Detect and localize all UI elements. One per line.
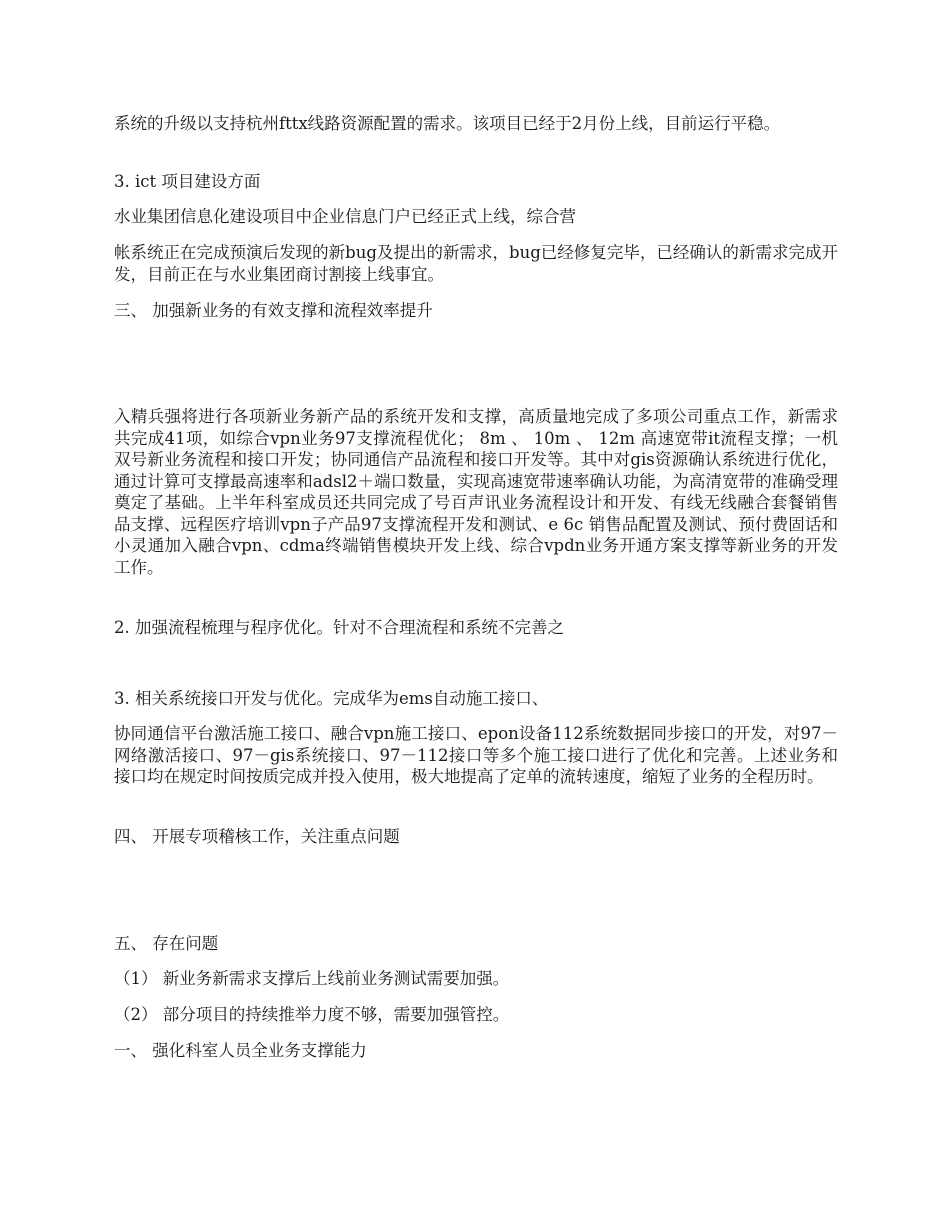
paragraph-water-group: 水业集团信息化建设项目中企业信息门户已经正式上线，综合营: [114, 207, 576, 226]
paragraph-interface-details: 协同通信平台激活施工接口、融合vpn施工接口、epon设备112系统数据同步接口的开发，对97－网络激活接口、97－gis系统接口、97－112接口等多个施工接口进行了优化和完善。上述业务和接口均在规定时间按质完成并投入使用，极大地提高了定单的流转速度，缩短了业务的全程历时。: [114, 724, 838, 786]
paragraph-new-business-support: 入精兵强将进行各项新业务新产品的系统开发和支撑，高质量地完成了多项公司重点工作，新需求共完成41项，如综合vpn业务97支撑流程优化； 8m 、 10m 、 12m 高速宽带it流程支撑；一机双号新业务流程和接口开发；协同通信产品流程和接口开发等。其中对gis资源确认系统进行优化，通过计算可支撑最高速率和adsl2＋端口数量，实现高速宽带速率确认功能，为高清宽带的准确受理奠定了基础。上半年科室成员还共同完成了号百声讯业务流程设计和开发、有线无线融合套餐销售品支撑、远程医疗培训vpn子产品97支撑流程开发和测试、e 6c 销售品配置及测试、预付费固话和小灵通加入融合vpn、cdma终端销售模块开发上线、综合vpdn业务开通方案支撑等新业务的开发工作。: [114, 407, 838, 577]
list-item-issue-1: （1） 新业务新需求支撑后上线前业务测试需要加强。: [114, 969, 510, 988]
paragraph-system-upgrade: 系统的升级以支持杭州fttx线路资源配置的需求。该项目已经于2月份上线，目前运行平稳。: [114, 114, 781, 133]
list-item-issue-2: （2） 部分项目的持续推举力度不够，需要加强管控。: [114, 1005, 510, 1024]
heading-section-four: 四、 开展专项稽核工作，关注重点问题: [114, 827, 400, 846]
heading-section-five: 五、 存在问题: [114, 934, 219, 953]
paragraph-interface-development: 3. 相关系统接口开发与优化。完成华为ems自动施工接口、: [114, 689, 549, 708]
paragraph-process-optimization: 2. 加强流程梳理与程序优化。针对不合理流程和系统不完善之: [114, 618, 564, 637]
heading-ict-project: 3. ict 项目建设方面: [114, 172, 261, 191]
heading-section-one: 一、 强化科室人员全业务支撑能力: [114, 1041, 367, 1060]
paragraph-billing-system: 帐系统正在完成预演后发现的新bug及提出的新需求，bug已经修复完毕，已经确认的新需求完成开发，目前正在与水业集团商讨割接上线事宜。: [114, 243, 838, 284]
heading-section-three: 三、 加强新业务的有效支撑和流程效率提升: [114, 301, 433, 320]
